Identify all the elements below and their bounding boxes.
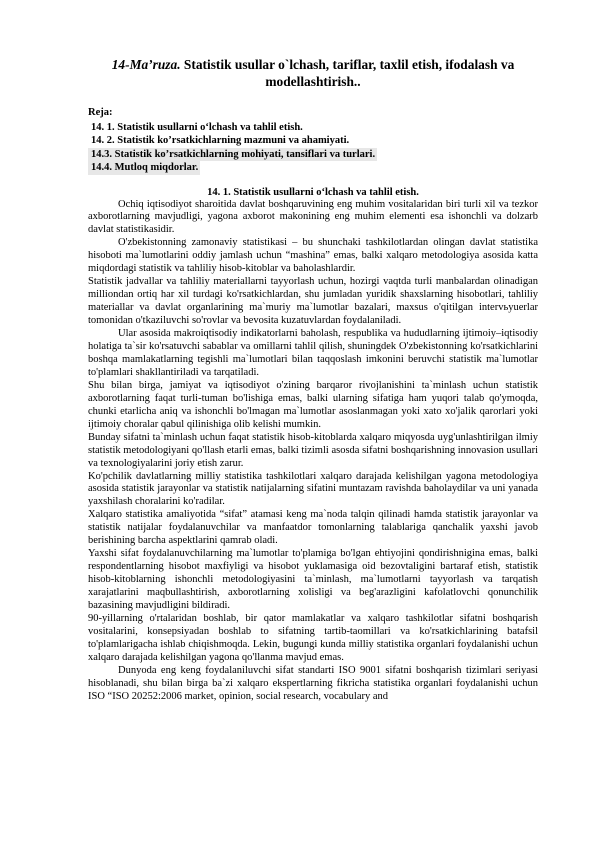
lecture-number: 14-Ma’ruza.: [111, 57, 181, 72]
body-paragraph: Ular asosida makroiqtisodiy indikatorlarni baholash, respublika va hududlarning ijtimoiy–iqtisodiy holatiga ta`sir ko'rsatuvchi sabablar va omillarni tahlil qilish, shuningdek O'zbekistonning ko'rsatkichlarini boshqa mamlakatlarning tegishli ma`lumotlari bilan taqqoslash imkonini beruvchi statistik ma`lumotlar to'plamlari shakllantiriladi va tarqatiladi.: [88, 328, 538, 378]
plan-item: 14. 2. Statistik ko’rsatkichlarning mazmuni va ahamiyati.: [91, 135, 350, 146]
body-paragraph: Bunday sifatni ta`minlash uchun faqat statistik hisob-kitoblarda xalqaro miqyosda uyg'unlashtirilgan ilmiy statistik metodologiyani qo'llash etarli emas, balki tizimli asosda sifatni boshqarishning innovasion usullari va texnologiyalarini joriy etish zarur.: [88, 431, 538, 469]
body-paragraph: O'zbekistonning zamonaviy statistikasi – bu shunchaki tashkilotlardan olingan davlat statistika hisoboti ma`lumotlarini oddiy jamlash uchun “mashina” emas, balki xalqaro metodologiya asosida katta miqdordagi statistik va tahliliy hisob-kitoblar va baholashlardir.: [88, 237, 538, 275]
plan-label: Reja:: [88, 107, 113, 118]
body-paragraph: Ochiq iqtisodiyot sharoitida davlat boshqaruvining eng muhim vositalaridan biri turli xil va tezkor axborotlarning mavjudligi, yagona axborot makonining eng muhim elementi esa ishonchli va dolzarb davlat statistikasidir.: [88, 198, 538, 236]
body-paragraph: Xalqaro statistika amaliyotida “sifat” atamasi keng ma`noda talqin qilinadi hamda statistik jarayonlar va statistik natijalar foydalanuvchilar va manfaatdor tomonlarning talablariga qanchalik yaxshi javob berishining barcha aspektlarini qamrab oladi.: [88, 509, 538, 547]
plan-item: 14. 1. Statistik usullarni o‘lchash va tahlil etish.: [91, 121, 303, 133]
lecture-title: [88, 56, 538, 90]
lecture-topic: Statistik usullar o`lchash, tariflar, taxlil etish, ifodalash va modellashtirish..: [183, 57, 515, 89]
plan-item: 14.3. Statistik ko’rsatkichlarning mohiyati, tansiflari va turlari.: [88, 148, 377, 162]
body-paragraph: 90-yillarning o'rtalaridan boshlab, bir qator mamlakatlar va xalqaro tashkilotlar sifatni boshqarish vositalarini, konsepsiyadan boshlab to sifatning tartib-taomillari va ko'rsatkichlarining batafsil to'plamlarigacha ishlab chiqishmoqda. Lekin, bugungi kunda milliy statistika organlari foydalanishi uchun xalqaro darajada kelishilgan yagona qo'llanma mavjud emas.: [88, 613, 538, 663]
body-paragraph: Yaxshi sifat foydalanuvchilarning ma`lumotlar to'plamiga bo'lgan ehtiyojini qondirishnigina emas, balki respondentlarning hisobot maxfiyligi va hisobot yuklamasiga oid bezovtaligini bartaraf etish, statistik hisob-kitoblarning ishonchli metodologiyasini ta`minlash, ma`lumotlarni tayyorlash va tarqatish xarajatlarini maqbullashtirish, axborotlarning xolisligi va beg'arazligini kafolatlovchi qonunchilik bazasining mavjudligini bildiradi.: [88, 548, 538, 612]
plan-list: [88, 106, 538, 175]
body-paragraph: Statistik jadvallar va tahliliy materiallarni tayyorlash uchun, hozirgi vaqtda turli manbalardan olinadigan milliondan ortiq har xil turdagi ko'rsatkichlardan, shu jumladan yuridik shaxslarning hisobotlari, tahliliy materiallar va davlat organlarining ma`muriy ma`lumotlar bazalari, maxsus o'qitilgan intervьyuerlar tomonidan o'tkaziluvchi so'rovlar va bevosita kuzatuvlardan foydalaniladi.: [88, 276, 538, 327]
section-heading: 14. 1. Statistik usullarni o‘lchash va tahlil etish.: [207, 186, 419, 198]
body-paragraph: Ko'pchilik davlatlarning milliy statistika tashkilotlari xalqaro darajada kelishilgan yagona metodologiya asosida statistik jarayonlar va statistik natijalarning sifatini muntazam ravishda baholaydilar va uni yanada yaxshilash choralarini ko'radilar.: [88, 470, 538, 508]
body-paragraph: Shu bilan birga, jamiyat va iqtisodiyot o'zining barqaror rivojlanishini ta`minlash uchun statistik axborotlarning faqat turli-tuman bo'lishiga emas, balki ularning sifatiga ham yuqori talab qo'ymoqda, chunki etarlicha aniq va ishonchli bo'lmagan ma`lumotlar asoslanmagan yoki xato xo'jalik qarorlari yoki ijtimoiy choralar qabul qilinishiga olib kelishi mumkin.: [88, 379, 538, 430]
body-paragraph: Dunyoda eng keng foydalaniluvchi sifat standarti ISO 9001 sifatni boshqarish tizimlari seriyasi hisoblanadi, shu bilan birga ba`zi xalqaro ekspertlarning fikricha statistika organlari foydalanishi uchun ISO “ISO 20252:2006 market, opinion, social research, vocabulary and: [88, 664, 538, 702]
plan-item: 14.4. Mutloq miqdorlar.: [88, 161, 200, 175]
